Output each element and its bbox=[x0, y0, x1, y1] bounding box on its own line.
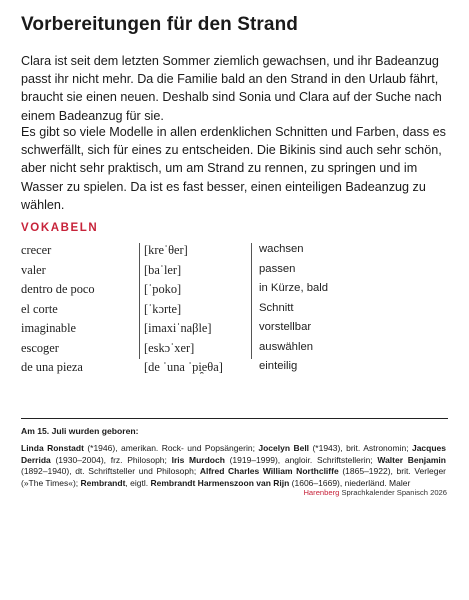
vocab-row bbox=[21, 358, 441, 378]
birthday-detail: (1606–1669), niederländ. Maler bbox=[289, 477, 411, 488]
story-paragraph-1: Clara ist seit dem letzten Sommer ziemlich gewachsen, und ihr Badeanzug passt ihr nicht mehr. Da die Familie bald an den Strand in den Urlaub fährt, braucht sie einen neuen. Deshalb sind Sonia und Clara auf der Suche nach einem Badeanzug für sie. bbox=[21, 54, 442, 123]
vocab-row bbox=[21, 339, 441, 359]
vocab-heading: VOKABELN bbox=[21, 222, 99, 234]
vocab-spanish: de una pieza bbox=[21, 360, 83, 374]
vocab-row bbox=[21, 319, 441, 339]
section-divider bbox=[21, 418, 448, 419]
birthday-name: Jacques Derrida bbox=[21, 443, 446, 465]
birthday-name: Linda Ronstadt bbox=[21, 443, 84, 453]
vocab-pronunciation: [kreˈθer] bbox=[144, 243, 188, 257]
vocab-german: einteilig bbox=[259, 360, 298, 372]
vocab-german: in Kürze, bald bbox=[259, 282, 329, 294]
vocab-spanish: el corte bbox=[21, 301, 58, 316]
birthday-detail: (1930–2004), frz. Philosoph; bbox=[50, 454, 172, 465]
vocab-spanish: dentro de poco bbox=[21, 282, 95, 296]
vocab-german: auswählen bbox=[259, 340, 314, 353]
vocab-german: passen bbox=[259, 262, 296, 275]
vocab-spanish: escoger bbox=[21, 340, 59, 355]
birthday-name: Rembrandt bbox=[80, 477, 126, 488]
vocab-pronunciation: [ˈpoko] bbox=[144, 282, 182, 296]
publisher-brand: Harenberg bbox=[303, 488, 340, 497]
story-paragraph-2: Es gibt so viele Modelle in allen erdenklichen Schnitten und Farben, dass es schwerfällt, sich für eines zu entscheiden. Die Bikinis sind auch sehr schön, aber nicht sehr praktisch, um am Strand zu rennen, zu springen und im Wasser zu spielen. Da ist es fast besser, einen einteiligen Badeanzug zu wählen. bbox=[21, 125, 446, 212]
vocab-spanish: imaginable bbox=[21, 321, 77, 335]
vocab-german: vorstellbar bbox=[259, 321, 312, 333]
birthday-detail: (1919–1999), angloir. Schriftstellerin; bbox=[224, 454, 378, 465]
vocab-pronunciation: [eskɔˈxer] bbox=[144, 340, 195, 355]
birthday-detail: (*1946), amerikan. Rock- und Popsängerin; bbox=[83, 443, 259, 453]
birthday-name: Jocelyn Bell bbox=[258, 443, 310, 453]
birthdays-heading: Am 15. Juli wurden geboren: bbox=[21, 426, 139, 436]
vocab-row bbox=[21, 241, 441, 261]
birthday-detail: , eigtl. bbox=[125, 477, 151, 488]
vocab-pronunciation: [imaxiˈnaβle] bbox=[144, 321, 212, 335]
vocab-pronunciation: [baˈler] bbox=[144, 262, 182, 277]
birthday-name: Walter Benjamin bbox=[377, 454, 446, 465]
vocab-row bbox=[21, 280, 441, 300]
vocab-german: wachsen bbox=[259, 243, 304, 255]
birthday-detail: (*1943), brit. Astronomin; bbox=[309, 443, 412, 453]
birthday-detail: (1865–1922), brit. Verleger (»The Times«); bbox=[21, 466, 446, 488]
birthdays-text bbox=[21, 443, 446, 489]
calendar-name: Sprachkalender Spanisch 2026 bbox=[339, 488, 447, 497]
vocab-row bbox=[21, 300, 441, 320]
footer-credit bbox=[303, 488, 447, 497]
birthday-name: Alfred Charles William Northcliffe bbox=[199, 466, 339, 477]
birthday-detail: (1892–1940), dt. Schriftsteller und Philosoph; bbox=[21, 466, 200, 477]
birthday-name: Rembrandt Harmenszoon van Rijn bbox=[150, 477, 290, 488]
vocab-spanish: crecer bbox=[21, 243, 52, 257]
vocab-pronunciation: [ˈkɔrte] bbox=[144, 301, 182, 316]
vocab-pronunciation: [de ˈuna ˈpi̯eθa] bbox=[144, 360, 223, 374]
vocab-table bbox=[21, 241, 441, 378]
vocab-german: Schnitt bbox=[259, 301, 294, 314]
birthday-name: Iris Murdoch bbox=[171, 454, 225, 465]
vocab-spanish: valer bbox=[21, 262, 46, 277]
page-title: Vorbereitungen für den Strand bbox=[21, 14, 299, 35]
vocab-row bbox=[21, 261, 441, 281]
